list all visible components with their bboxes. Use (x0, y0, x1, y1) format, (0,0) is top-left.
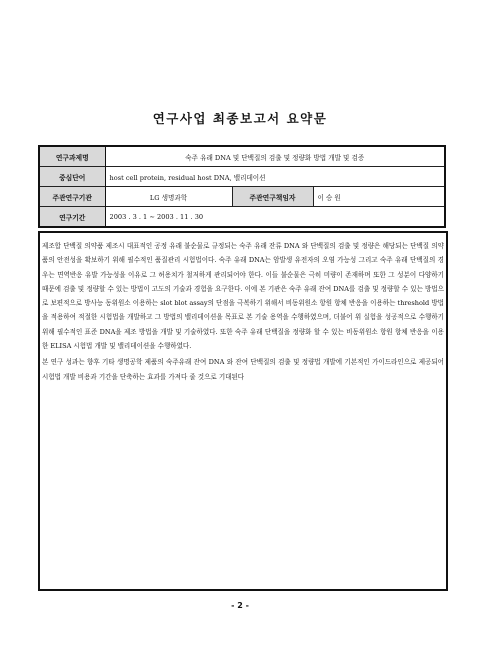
lead-value: 이 승 원 (313, 187, 445, 207)
table-row (39, 187, 445, 207)
project-label: 연구과제명 (39, 146, 105, 167)
period-label: 연구기간 (39, 207, 105, 228)
table-row (39, 167, 445, 187)
org-value: LG 생명과학 (105, 187, 232, 207)
lead-label: 주관연구책임자 (232, 187, 313, 207)
keywords-label: 중심단어 (39, 167, 105, 187)
abstract-box (38, 231, 448, 591)
org-label: 주관연구기관 (39, 187, 105, 207)
page-title: 연구사업 최종보고서 요약문 (152, 111, 328, 126)
abstract-paragraph-2: 본 연구 성과는 향후 기타 생명공학 제품의 숙주유래 잔여 DNA 와 잔여 단백질의 검출 및 정량법 개발에 기본적인 가이드라인으로 제공되어 시험법 개발 비용과 기간을 단축하는 효과를 가져다 줄 것으로 기대된다 (42, 358, 447, 381)
project-value: 숙주 유래 DNA 및 단백질의 검출 및 정량화 방법 개발 및 검증 (105, 146, 445, 167)
page-number: - 2 - (231, 601, 249, 610)
abstract-paragraph-1: 제조합 단백질 의약품 제조시 대표적인 공정 유래 불순물로 규정되는 숙주 유래 잔류 DNA 와 단백질의 검출 및 정량은 해당되는 단백질 의약품의 안전성을 확보하기 위해 필수적인 품질관리 시험법이다. 숙주 유래 DNA는 암발생 유전자의 오염 가능성 그리고 숙주 유래 단백질의 경우는 면역반응 유발 가능성을 이유로 그 허용치가 철저하게 관리되어야 한다. 이들 불순물은 극히 미량이 존재하며 또한 그 성분이 다양하기 때문에 검출 및 정량할 수 있는 방법이 고도의 기술과 경험을 요구한다. 이에 본 기관은 숙주 유래 잔여 DNA를 검출 및 정량할 수 있는 방법으로 보편적으로 방사능 동위원소 이용하는 slot blot assay의 단점을 극복하기 위해서 비동위원소 항원 항체 반응을 이용하는 threshold 방법을 적용하여 적절한 시험법을 개발하고 그 방법의 밸리데이션을 목표로 본 기술 용역을 수행하였으며, 더불어 위 실험을 성공적으로 수행하기 위해 필수적인 표준 DNA을 제조 방법을 개발 및 기술하였다. 또한 숙주 유래 단백질을 정량화 할 수 있는 비동위원소 항원 항체 반응을 이용한 ELISA 시험법 개발 및 밸리데이션을 수행하였다. (42, 242, 447, 351)
period-value: 2003 . 3 . 1 ∼ 2003 . 11 . 30 (105, 207, 445, 228)
table-row (39, 146, 445, 167)
table-row (39, 207, 445, 228)
summary-table (38, 145, 446, 228)
keywords-value: host cell protein, residual host DNA, 밸리데이션 (105, 167, 445, 187)
